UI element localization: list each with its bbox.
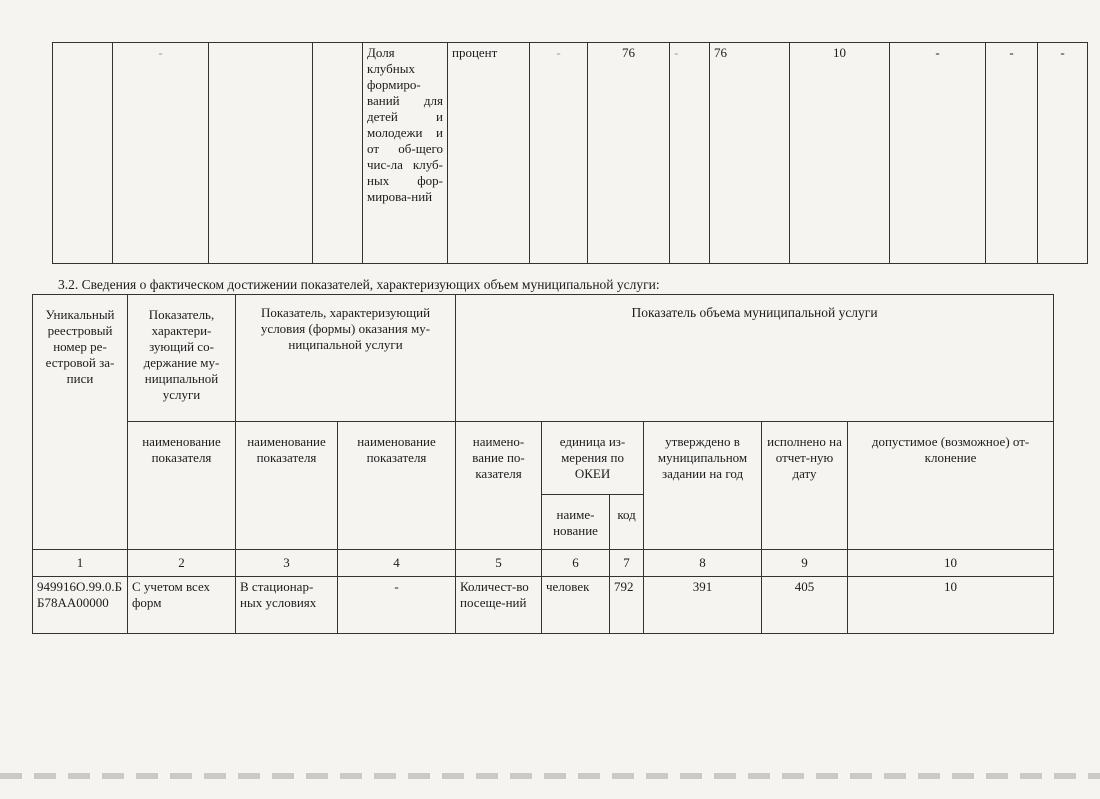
cell: 10: [790, 43, 890, 264]
col-number: 10: [848, 550, 1054, 577]
col-number: 5: [456, 550, 542, 577]
table-row: [33, 295, 1054, 422]
col-number: 8: [644, 550, 762, 577]
approved-cell: 391: [644, 577, 762, 634]
top-continuation-table: [52, 42, 1088, 264]
header-volume: Показатель объема муниципальной услуги: [456, 295, 1054, 422]
indicator-name-cell: Доля клубных формиро-ваний для детей и молодежи и от об-щего чис-ла клуб-ных фор-мирова-ний: [363, 43, 448, 264]
volume-indicators-table: [32, 294, 1054, 634]
content-cell: С учетом всех форм: [128, 577, 236, 634]
cell: -: [530, 43, 588, 264]
subheader-deviation: допустимое (возможное) от-клонение: [848, 422, 1054, 550]
subheader-unit: единица из-мерения по ОКЕИ: [542, 422, 644, 495]
col-number: 2: [128, 550, 236, 577]
cell: [209, 43, 313, 264]
subheader-done: исполнено на отчет-ную дату: [762, 422, 848, 550]
cell: -: [986, 43, 1038, 264]
deviation-cell: 10: [848, 577, 1054, 634]
col-number: 1: [33, 550, 128, 577]
cell: [313, 43, 363, 264]
condition2-cell: -: [338, 577, 456, 634]
subheader-approved: утверждено в муниципальном задании на год: [644, 422, 762, 550]
table-row: [33, 422, 1054, 495]
header-conditions: Показатель, характеризующий условия (формы) оказания му-ниципальной услуги: [236, 295, 456, 422]
cell: -: [1038, 43, 1088, 264]
condition1-cell: В стационар-ных условиях: [236, 577, 338, 634]
cell: -: [113, 43, 209, 264]
col-number: 6: [542, 550, 610, 577]
unit-cell: процент: [448, 43, 530, 264]
indicator-cell: Количест-во посеще-ний: [456, 577, 542, 634]
col-number: 4: [338, 550, 456, 577]
table-row: [33, 577, 1054, 634]
header-reg-number: Уникальный реестровый номер ре-естровой за-писи: [33, 295, 128, 550]
table-row: [53, 43, 1088, 264]
subheader-name3: наименование показателя: [338, 422, 456, 550]
cell: 76: [588, 43, 670, 264]
section-heading: 3.2. Сведения о фактическом достижении показателей, характеризующих объем муниципальной услуги:: [58, 277, 660, 292]
subheader-name2: наименование показателя: [236, 422, 338, 550]
unit-name-cell: человек: [542, 577, 610, 634]
cell: 76: [710, 43, 790, 264]
subheader-name1: наименование показателя: [128, 422, 236, 550]
col-number: 3: [236, 550, 338, 577]
cell: -: [890, 43, 986, 264]
subheader-unit-name: наиме-нование: [542, 495, 610, 550]
subheader-name4: наимено-вание по-казателя: [456, 422, 542, 550]
cell: -: [670, 43, 710, 264]
unit-code-cell: 792: [610, 577, 644, 634]
col-number: 9: [762, 550, 848, 577]
done-cell: 405: [762, 577, 848, 634]
bottom-dash-line: [0, 773, 1100, 779]
column-number-row: [33, 550, 1054, 577]
col-number: 7: [610, 550, 644, 577]
reg-number-cell: 949916О.99.0.ББ78АА00000: [33, 577, 128, 634]
cell: [53, 43, 113, 264]
subheader-unit-code: код: [610, 495, 644, 550]
header-content: Показатель, характери-зующий со-держание му-ниципальной услуги: [128, 295, 236, 422]
